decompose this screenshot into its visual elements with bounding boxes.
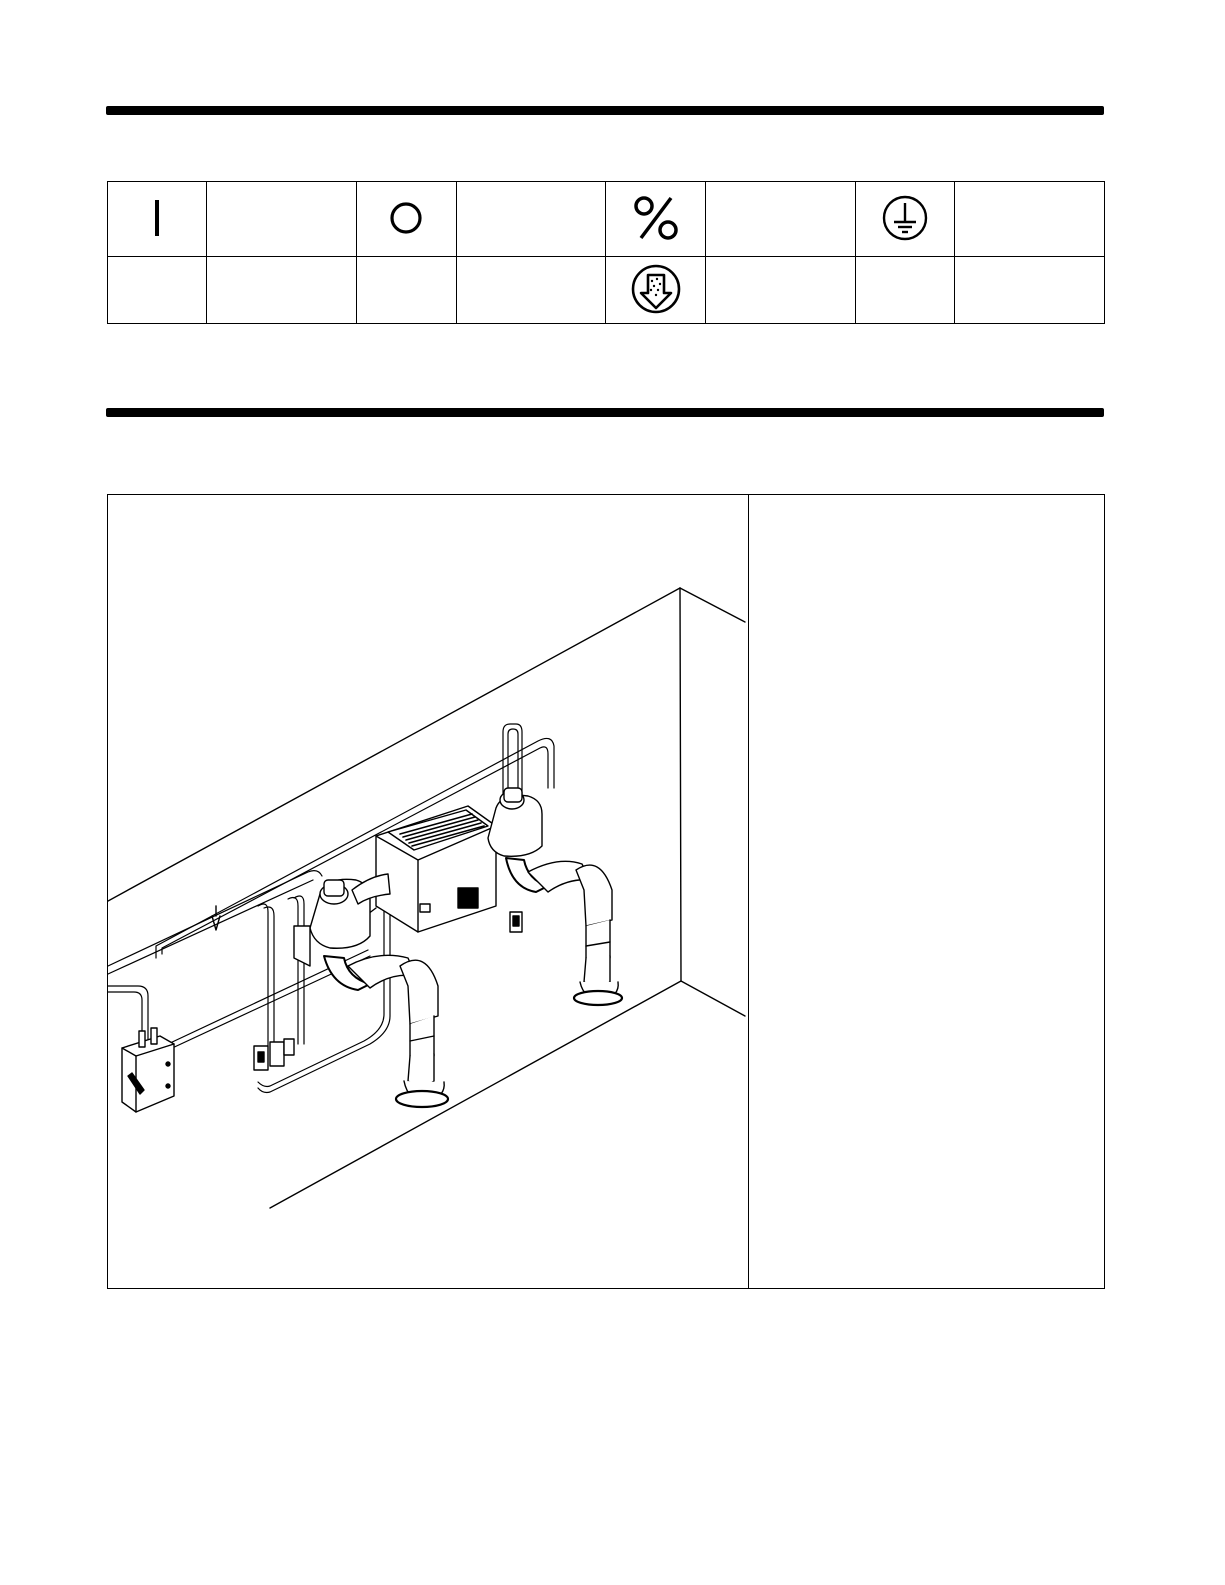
section-rule-middle — [106, 408, 1104, 417]
symbol-cell — [357, 182, 456, 257]
symbol-cell — [606, 257, 705, 324]
symbol-description — [456, 182, 606, 257]
power-off-icon — [389, 201, 423, 235]
symbol-table — [107, 181, 1105, 324]
symbol-description — [955, 182, 1105, 257]
symbol-cell — [108, 257, 207, 324]
filter-unit — [368, 806, 496, 932]
symbol-description — [207, 182, 357, 257]
symbol-row — [108, 182, 1105, 257]
disconnect-switch-box — [122, 1028, 174, 1112]
symbol-cell — [855, 257, 954, 324]
symbol-row — [108, 257, 1105, 324]
figure-side-panel — [750, 496, 1104, 1288]
fume-extraction-illustration — [108, 496, 747, 1288]
percent-icon — [631, 195, 681, 241]
figure-column-divider — [748, 494, 749, 1289]
symbol-description — [705, 182, 855, 257]
symbol-description — [207, 257, 357, 324]
symbol-description — [705, 257, 855, 324]
symbol-description — [456, 257, 606, 324]
dust-collection-icon — [630, 263, 682, 315]
power-on-icon — [152, 198, 162, 238]
symbol-cell — [606, 182, 705, 257]
symbol-cell — [108, 182, 207, 257]
symbol-cell — [855, 182, 954, 257]
symbol-cell — [357, 257, 456, 324]
protective-earth-icon — [881, 194, 929, 242]
right-fume-extractor — [488, 788, 622, 1005]
symbol-description — [955, 257, 1105, 324]
section-rule-top — [106, 106, 1104, 115]
